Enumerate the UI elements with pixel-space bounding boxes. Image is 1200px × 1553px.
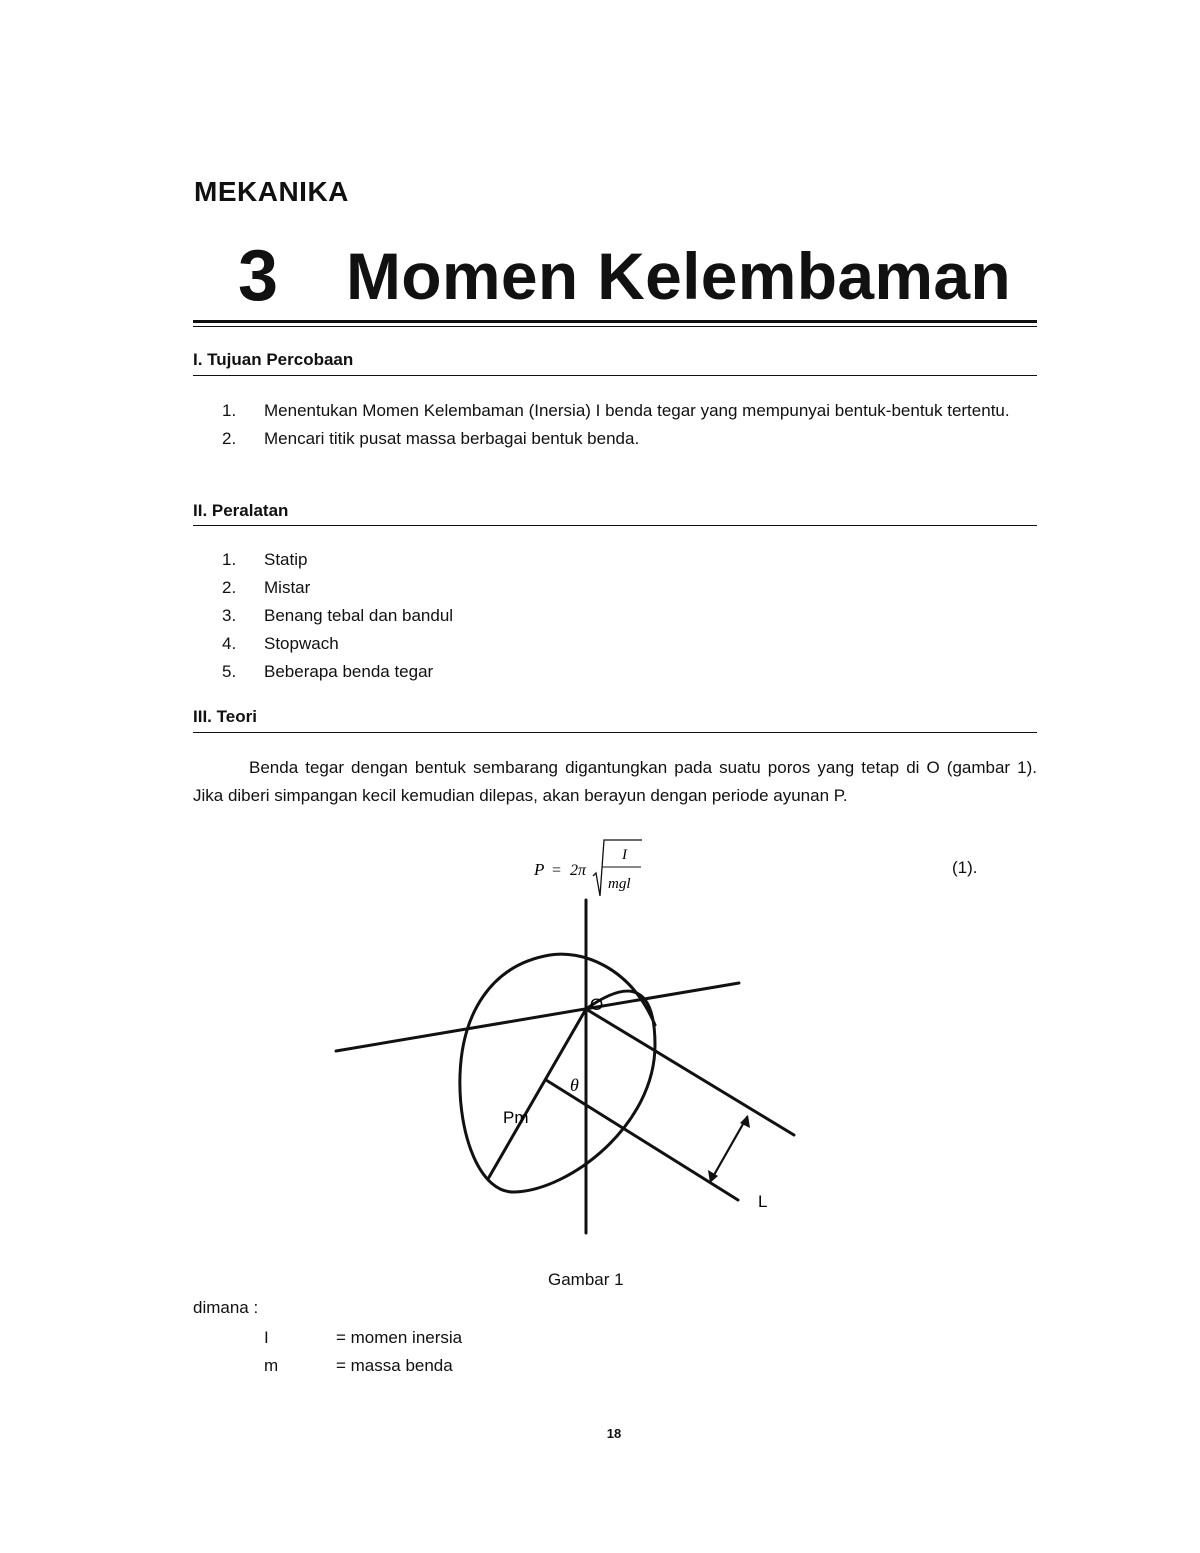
definition-meaning: = massa benda	[336, 1356, 453, 1375]
distance-arrow	[710, 1117, 747, 1182]
list-item	[222, 574, 1038, 602]
list-item	[222, 602, 1038, 630]
reference-line	[586, 1009, 794, 1135]
list-item	[222, 630, 1038, 658]
list-text: Mistar	[264, 578, 311, 597]
title-rule-thin	[193, 326, 1037, 327]
period-formula	[530, 836, 650, 896]
tujuan-list	[222, 397, 1038, 453]
teori-paragraph	[193, 754, 1037, 810]
list-number: 3.	[222, 606, 237, 625]
list-text: Mencari titik pusat massa berbagai bentuk benda.	[264, 429, 640, 448]
list-number: 2.	[222, 429, 237, 448]
definition-meaning: = momen inersia	[336, 1328, 463, 1347]
formula-lhs: P	[534, 860, 545, 879]
list-text: Statip	[264, 550, 308, 569]
list-text: Menentukan Momen Kelembaman (Inersia) I benda tegar yang mempunyai bentuk-bentuk tertentu.	[264, 401, 1010, 420]
peralatan-list	[222, 546, 1038, 686]
list-item	[222, 546, 1038, 574]
list-text: Stopwach	[264, 634, 339, 653]
label-l: L	[758, 1192, 768, 1211]
section-rule	[193, 732, 1037, 733]
list-item	[222, 425, 1038, 453]
list-number: 2.	[222, 578, 237, 597]
section-rule	[193, 375, 1037, 376]
list-number: 5.	[222, 662, 237, 681]
chapter-number: 3	[238, 236, 279, 316]
rigid-body-outline	[460, 954, 655, 1192]
section-title-teori: III. Teori	[193, 707, 257, 726]
equation-number: (1).	[952, 858, 978, 877]
title-rule-thick	[193, 320, 1037, 323]
formula-numerator: I	[622, 847, 627, 863]
definitions-intro: dimana :	[193, 1298, 259, 1317]
list-item	[222, 397, 1038, 425]
section-kicker: MEKANIKA	[194, 176, 349, 207]
definition-symbol: m	[264, 1356, 279, 1375]
label-o: O	[590, 995, 604, 1014]
section-rule	[193, 525, 1037, 526]
label-pm: Pm	[503, 1108, 529, 1127]
list-number: 4.	[222, 634, 237, 653]
list-item	[222, 658, 1038, 686]
formula-coef: 2π	[570, 862, 587, 879]
list-number: 1.	[222, 550, 237, 569]
list-text: Benang tebal dan bandul	[264, 606, 454, 625]
paragraph-text: Benda tegar dengan bentuk sembarang digantungkan pada suatu poros yang tetap di O (gambar 1). Jika diberi simpangan kecil kemudian dilepas, akan berayun dengan periode ayunan P.	[193, 758, 1037, 805]
rotation-axis-line	[336, 983, 739, 1051]
label-theta: θ	[570, 1075, 579, 1095]
definition-symbol: I	[264, 1328, 269, 1347]
list-text: Beberapa benda tegar	[264, 662, 434, 681]
page-number: 18	[606, 1426, 622, 1441]
section-title-tujuan: I. Tujuan Percobaan	[193, 350, 354, 369]
figure-caption: Gambar 1	[548, 1270, 624, 1289]
chapter-title: Momen Kelembaman	[346, 239, 1011, 313]
section-title-peralatan: II. Peralatan	[193, 501, 289, 520]
list-number: 1.	[222, 401, 237, 420]
formula-denominator: mgl	[608, 876, 631, 892]
formula-equals: =	[552, 862, 562, 879]
pendulum-diagram	[320, 895, 820, 1240]
